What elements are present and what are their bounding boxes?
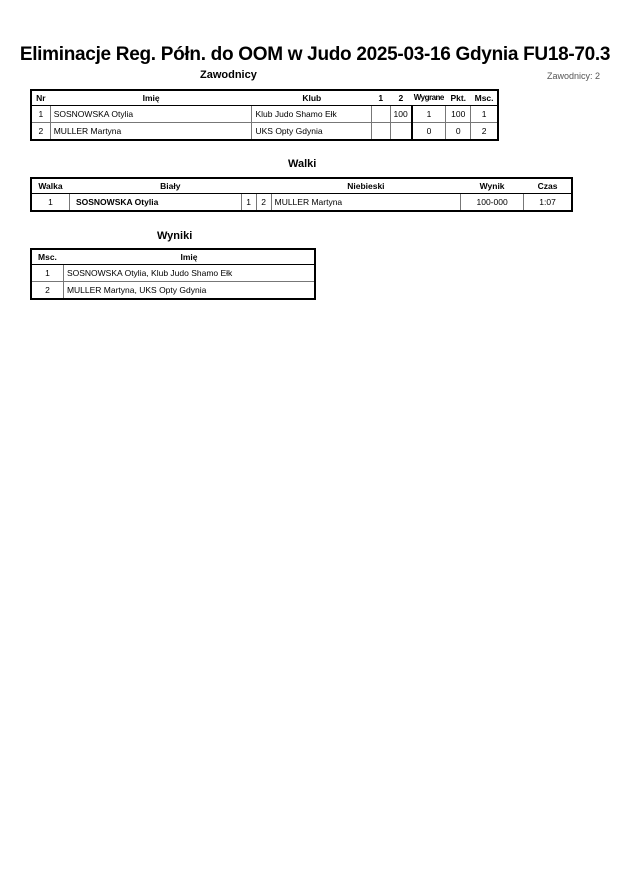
result-name: SOSNOWSKA Otylia, Klub Judo Shamo Ełk bbox=[63, 265, 314, 282]
result-cell: 100 bbox=[390, 106, 412, 123]
fight-blue-name: MULLER Martyna bbox=[271, 194, 461, 211]
col-club: Klub bbox=[252, 90, 372, 106]
table-row bbox=[32, 106, 498, 123]
fights-table bbox=[31, 178, 572, 211]
col-place: Msc. bbox=[32, 249, 64, 265]
results-header-row bbox=[32, 249, 315, 265]
competitor-place: 2 bbox=[471, 123, 498, 140]
col-blue: Niebieski bbox=[271, 178, 461, 194]
col-place: Msc. bbox=[471, 90, 498, 106]
result-place: 1 bbox=[32, 265, 64, 282]
fight-white-name: SOSNOWSKA Otylia bbox=[69, 194, 241, 211]
results-heading: Wyniki bbox=[157, 230, 193, 242]
competitor-wins: 0 bbox=[412, 123, 446, 140]
result-cell bbox=[372, 123, 390, 140]
competitor-name: SOSNOWSKA Otylia bbox=[50, 106, 252, 123]
fight-white-nr: 1 bbox=[241, 194, 256, 211]
fight-number: 1 bbox=[32, 194, 70, 211]
competitor-place: 1 bbox=[471, 106, 498, 123]
col-points: Pkt. bbox=[446, 90, 471, 106]
page-title: Eliminacje Reg. Półn. do OOM w Judo 2025-03-16 Gdynia FU18-70.3 bbox=[19, 44, 611, 65]
competitor-nr: 2 bbox=[32, 123, 51, 140]
table-row bbox=[32, 265, 315, 282]
competitor-nr: 1 bbox=[32, 106, 51, 123]
fights-heading: Walki bbox=[288, 158, 317, 170]
col-round-2: 2 bbox=[390, 90, 412, 106]
result-place: 2 bbox=[32, 282, 64, 299]
fight-time: 1:07 bbox=[524, 194, 572, 211]
table-row bbox=[32, 123, 498, 140]
competitor-points: 0 bbox=[446, 123, 471, 140]
competitor-name: MULLER Martyna bbox=[50, 123, 252, 140]
results-table bbox=[31, 249, 315, 299]
col-name: Imię bbox=[50, 90, 252, 106]
result-name: MULLER Martyna, UKS Opty Gdynia bbox=[63, 282, 314, 299]
col-name: Imię bbox=[63, 249, 314, 265]
col-time: Czas bbox=[524, 178, 572, 194]
fights-header-row bbox=[32, 178, 572, 194]
competitors-count: Zawodnicy: 2 bbox=[546, 71, 600, 81]
col-round-1: 1 bbox=[372, 90, 390, 106]
col-result: Wynik bbox=[461, 178, 524, 194]
table-row bbox=[32, 282, 315, 299]
fight-result: 100-000 bbox=[461, 194, 524, 211]
competitor-points: 100 bbox=[446, 106, 471, 123]
competitor-wins: 1 bbox=[412, 106, 446, 123]
result-cell-self bbox=[390, 123, 412, 140]
competitor-club: UKS Opty Gdynia bbox=[252, 123, 372, 140]
result-cell-self bbox=[372, 106, 390, 123]
col-fight: Walka bbox=[32, 178, 70, 194]
competitors-heading: Zawodnicy bbox=[200, 69, 257, 81]
table-row bbox=[32, 194, 572, 211]
col-nr: Nr bbox=[32, 90, 51, 106]
fight-blue-nr: 2 bbox=[256, 194, 271, 211]
competitors-header-row bbox=[32, 90, 498, 106]
col-white: Biały bbox=[69, 178, 271, 194]
competitor-club: Klub Judo Shamo Ełk bbox=[252, 106, 372, 123]
competitors-table bbox=[31, 90, 498, 140]
col-wins: Wygrane bbox=[412, 90, 446, 106]
